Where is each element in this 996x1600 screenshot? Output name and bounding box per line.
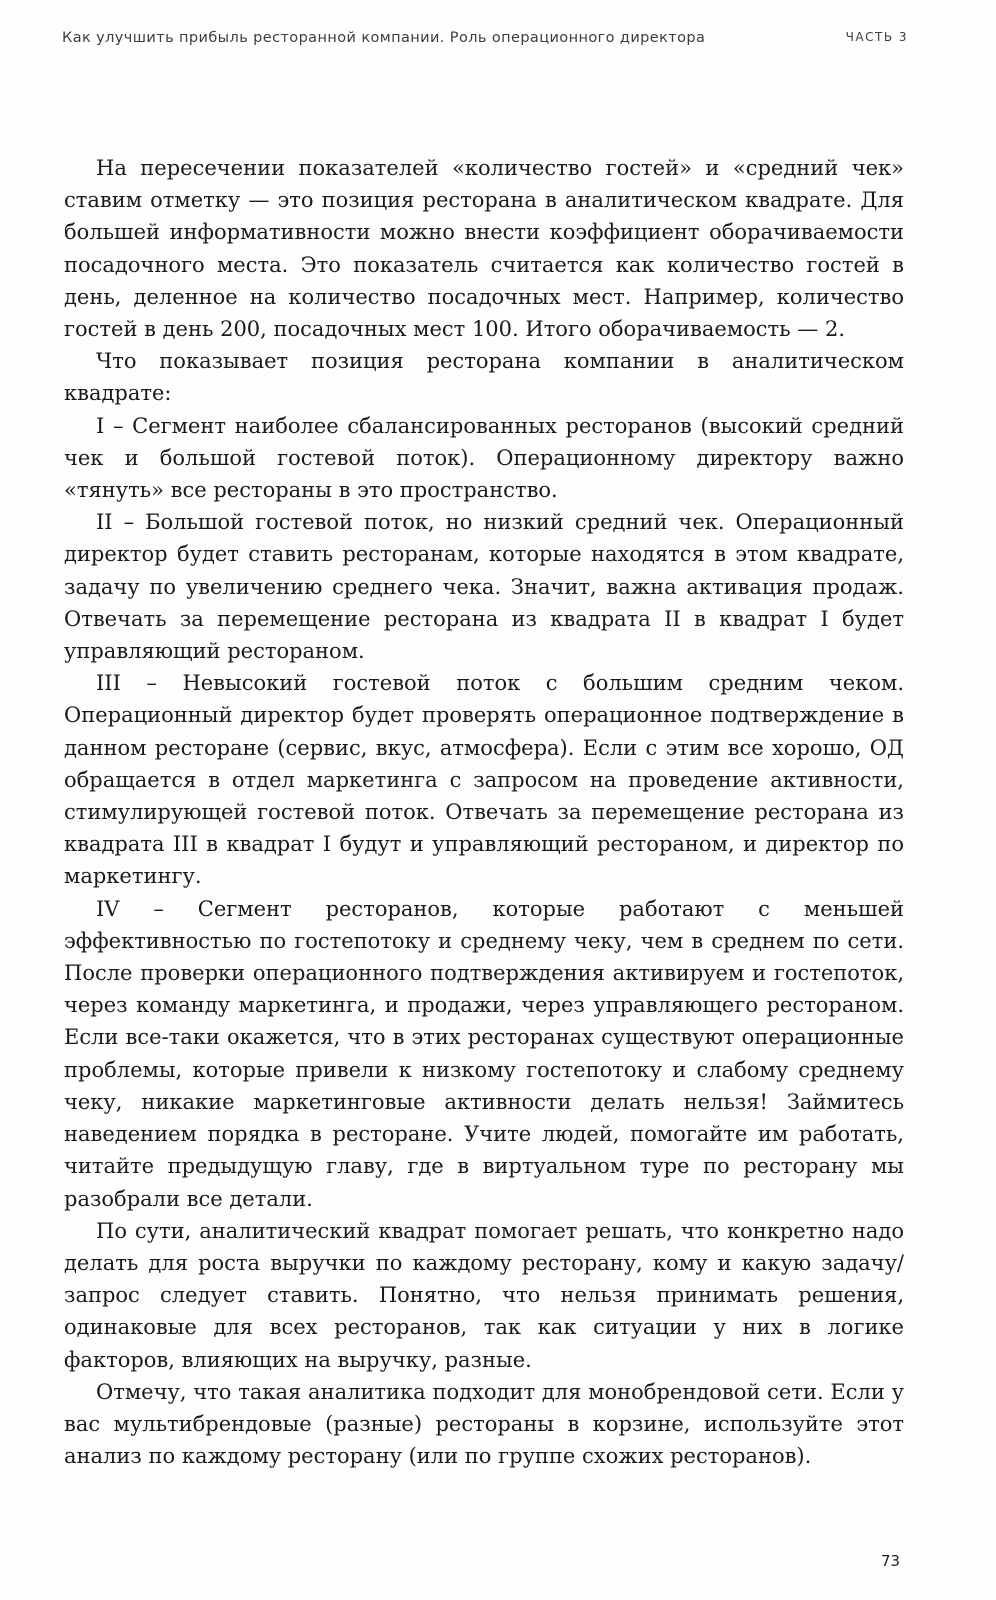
running-header-title: Как улучшить прибыль ресторанной компании. Роль операционного директора [62, 30, 706, 46]
paragraph: III – Невысокий гостевой поток с большим средним чеком. Операционный директор будет проверять операционное подтверждение в данном ресторане (сервис, вкус, атмосфера). Если с этим все хорошо, ОД обращается в отдел маркетинга с запросом на проведение активности, стимулирующей гостевой поток. Отвечать за перемещение ресторана из квадрата III в квадрат I будут и управляющий рестораном, и директор по маркетингу. [64, 671, 904, 889]
running-header [62, 30, 908, 52]
body-text [64, 152, 904, 1472]
paragraph: Отмечу, что такая аналитика подходит для монобрендовой сети. Если у вас мультибрендовые (разные) рестораны в корзине, используйте этот анализ по каждому ресторану (или по группе схожих ресторанов). [64, 1379, 904, 1469]
paragraph: По сути, аналитический квадрат помогает решать, что конкретно надо делать для роста выручки по каждому ресторану, кому и какую задачу/запрос следует ставить. Понятно, что нельзя принимать решения, одинаковые для всех ресторанов, так как ситуации у них в логике факторов, влияющих на выручку, разные. [64, 1218, 904, 1372]
page-number: 73 [881, 1552, 901, 1570]
running-header-part: ЧАСТЬ 3 [845, 30, 908, 44]
paragraph: I – Сегмент наиболее сбалансированных ресторанов (высокий средний чек и большой гостевой поток). Операционному директору важно «тянуть» все рестораны в это пространство. [64, 413, 904, 503]
paragraph: II – Большой гостевой поток, но низкий средний чек. Операционный директор будет ставить ресторанам, которые находятся в этом квадрате, задачу по увеличению среднего чека. Значит, важна активация продаж. Отвечать за перемещение ресторана из квадрата II в квадрат I будет управляющий рестораном. [64, 510, 904, 664]
paragraph: Что показывает позиция ресторана компании в аналитическом квадрате: [64, 349, 904, 406]
paragraph: На пересечении показателей «количество гостей» и «средний чек» ставим отметку — это позиция ресторана в аналитическом квадрате. Для большей информативности можно внести коэффициент оборачиваемости посадочного места. Это показатель считается как количество гостей в день, деленное на количество посадочных мест. Например, количество гостей в день 200, посадочных мест 100. Итого оборачиваемость — 2. [64, 156, 904, 342]
paragraph: IV – Сегмент ресторанов, которые работают с меньшей эффективностью по гостепотоку и среднему чеку, чем в среднем по сети. После проверки операционного подтверждения активируем и гостепоток, через команду маркетинга, и продажи, через управляющего рестораном. Если все-таки окажется, что в этих ресторанах существуют операционные проблемы, которые привели к низкому гостепотоку и слабому среднему чеку, никакие маркетинговые активности делать нельзя! Займитесь наведением порядка в ресторане. Учите людей, помогайте им работать, читайте предыдущую главу, где в виртуальном туре по ресторану мы разобрали все детали. [64, 896, 904, 1211]
